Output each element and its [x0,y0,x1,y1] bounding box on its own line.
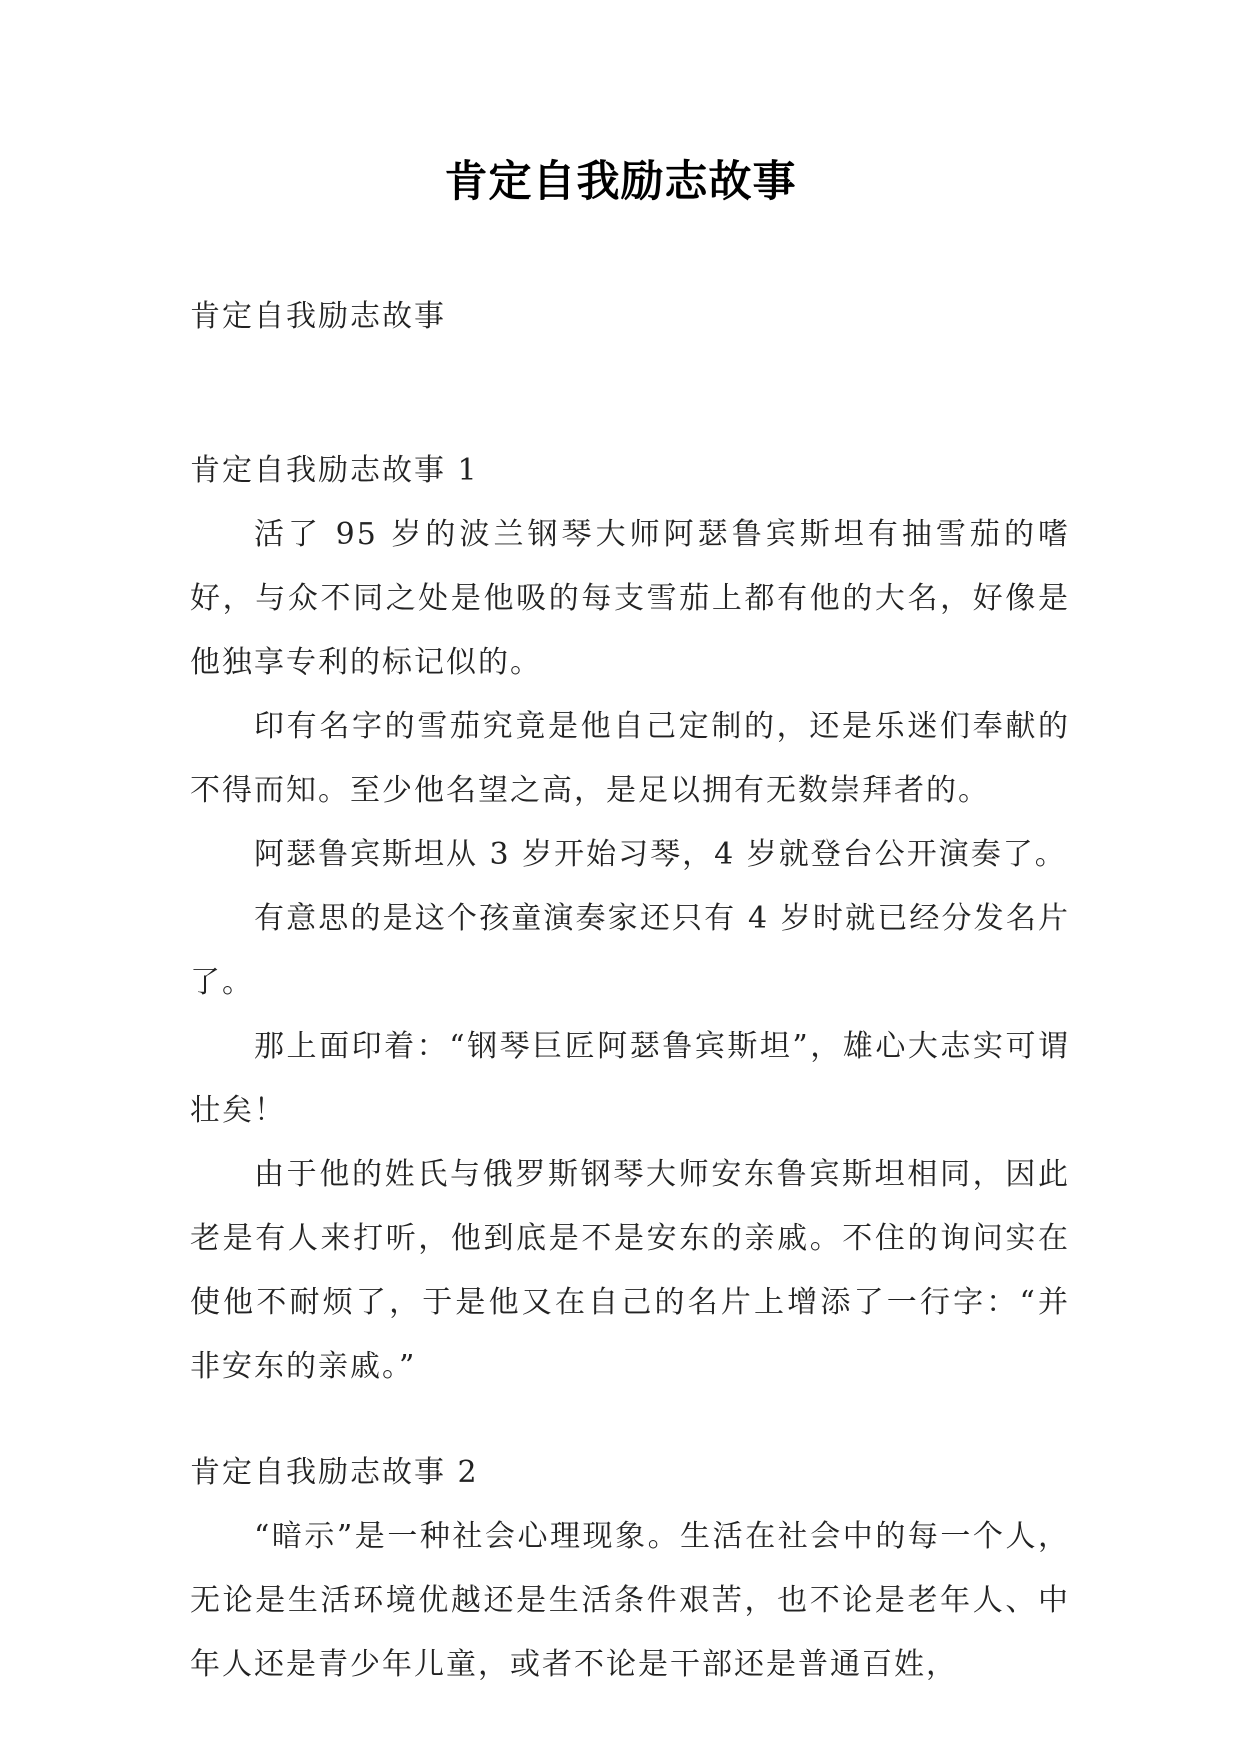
story-1-paragraph-4: 有意思的是这个孩童演奏家还只有 4 岁时就已经分发名片了。 [190,901,1070,1000]
story-1-paragraph-6: 由于他的姓氏与俄罗斯钢琴大师安东鲁宾斯坦相同，因此老是有人来打听，他到底是不是安东的亲戚。不住的询问实在使他不耐烦了，于是他又在自己的名片上增添了一行字：“并非安东的亲戚。” [190,1157,1070,1384]
story-1-paragraph-1: 活了 95 岁的波兰钢琴大师阿瑟鲁宾斯坦有抽雪茄的嗜好，与众不同之处是他吸的每支雪茄上都有他的大名，好像是他独享专利的标记似的。 [190,517,1070,680]
spacer [190,1399,1070,1441]
spacer [190,349,1070,439]
story-2-heading: 肯定自我励志故事 2 [190,1455,479,1490]
story-2-paragraph-1: “暗示”是一种社会心理现象。生活在社会中的每一个人，无论是生活环境优越还是生活条件艰苦，也不论是老年人、中年人还是青少年儿童，或者不论是干部还是普通百姓， [190,1519,1070,1682]
story-1-paragraph-2: 印有名字的雪茄究竟是他自己定制的，还是乐迷们奉献的不得而知。至少他名望之高，是足以拥有无数崇拜者的。 [190,709,1070,808]
document-body [190,285,1070,1697]
story-1-heading: 肯定自我励志故事 1 [190,453,479,488]
story-1-paragraph-5: 那上面印着：“钢琴巨匠阿瑟鲁宾斯坦”，雄心大志实可谓壮矣！ [190,1029,1070,1128]
document-subtitle: 肯定自我励志故事 [190,299,446,334]
story-1-paragraph-3: 阿瑟鲁宾斯坦从 3 岁开始习琴，4 岁就登台公开演奏了。 [254,837,1067,872]
document-title: 肯定自我励志故事 [444,157,797,207]
